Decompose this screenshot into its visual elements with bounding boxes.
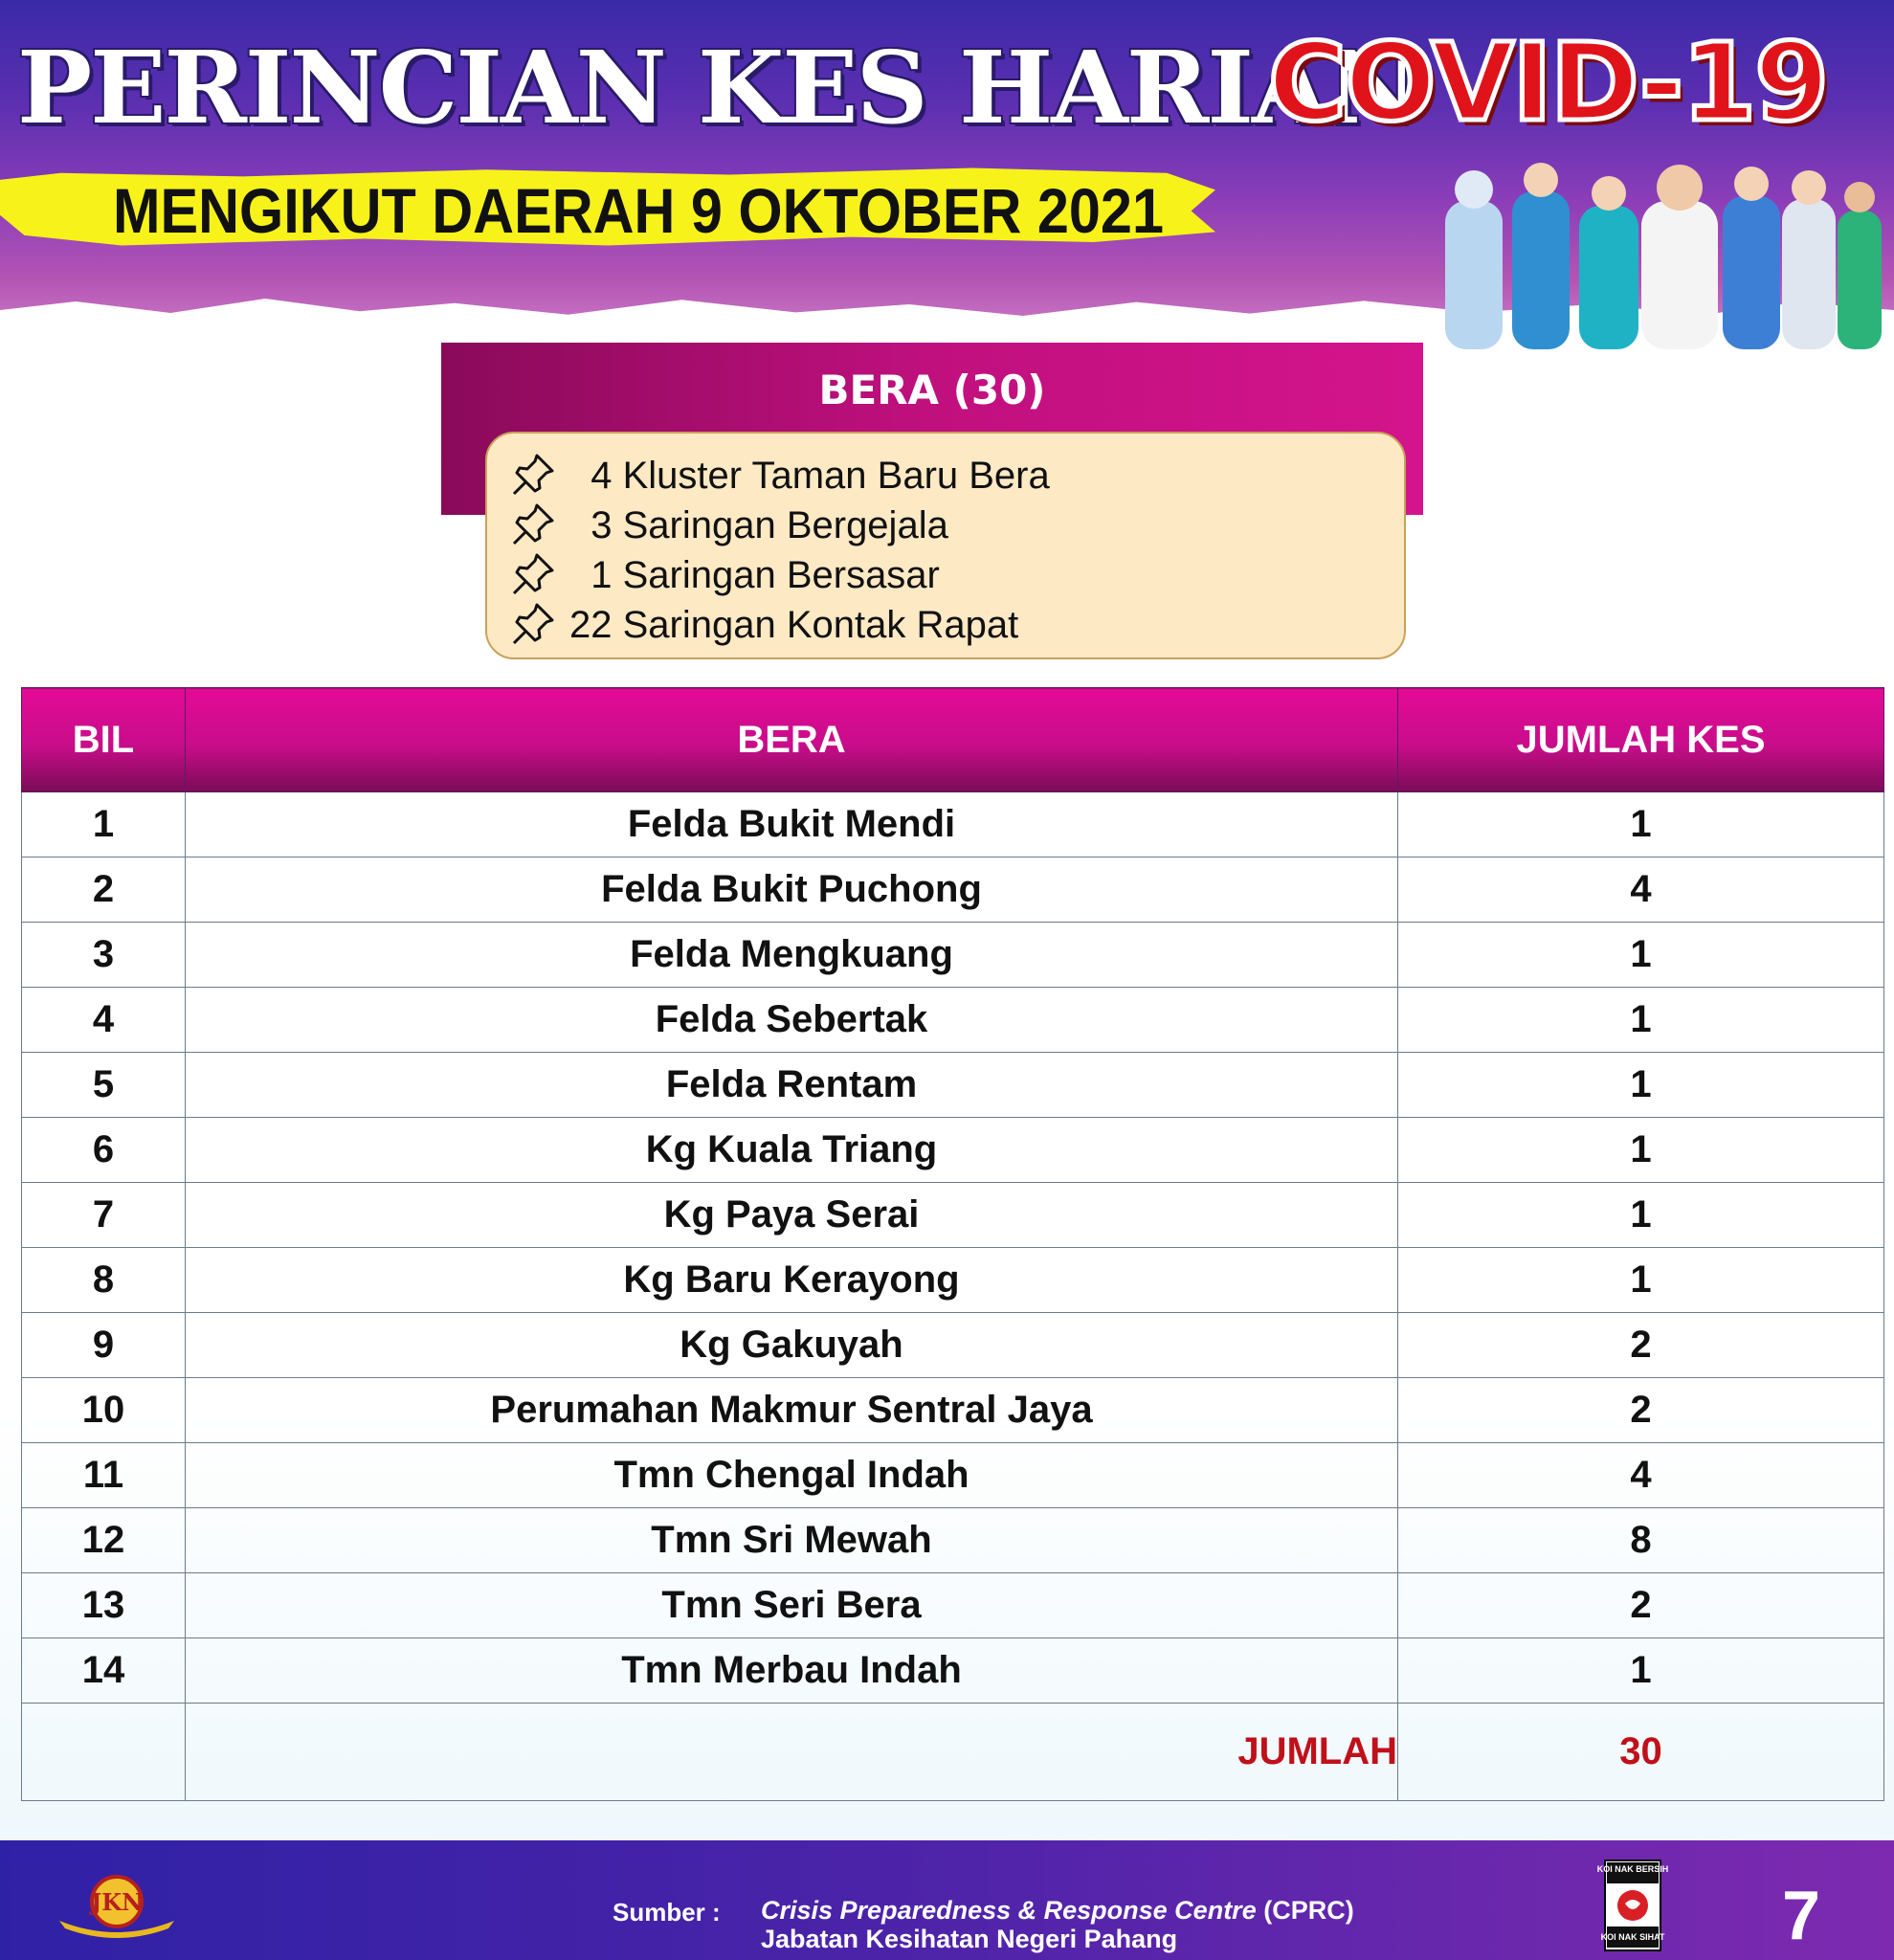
- table-row: [22, 1313, 1884, 1378]
- table-row: [22, 1053, 1884, 1118]
- row-number: 14: [22, 1638, 186, 1704]
- total-empty-cell: [22, 1704, 186, 1801]
- row-location: Kg Baru Kerayong: [186, 1248, 1398, 1313]
- row-location: Kg Paya Serai: [186, 1183, 1398, 1248]
- table-row: [22, 792, 1884, 858]
- row-location: Tmn Chengal Indah: [186, 1443, 1398, 1508]
- table-row: [22, 1378, 1884, 1443]
- row-number: 8: [22, 1248, 186, 1313]
- table-header-row: [22, 688, 1884, 792]
- badge-bottom-text: KOI NAK SIHAT: [1600, 1932, 1665, 1942]
- row-cases: 8: [1398, 1508, 1884, 1573]
- badge-top-text: KOI NAK BERSIH: [1596, 1864, 1669, 1874]
- row-number: 6: [22, 1118, 186, 1183]
- column-header-bil: BIL: [22, 688, 186, 792]
- row-cases: 4: [1398, 858, 1884, 923]
- row-location: Kg Kuala Triang: [186, 1118, 1398, 1183]
- row-location: Tmn Merbau Indah: [186, 1638, 1398, 1704]
- healthcare-workers-illustration: [1436, 163, 1885, 349]
- row-number: 11: [22, 1443, 186, 1508]
- row-number: 12: [22, 1508, 186, 1573]
- row-location: Kg Gakuyah: [186, 1313, 1398, 1378]
- pushpin-icon: [508, 501, 556, 549]
- row-number: 13: [22, 1573, 186, 1638]
- source-department: Jabatan Kesihatan Negeri Pahang: [761, 1925, 1178, 1953]
- row-cases: 1: [1398, 923, 1884, 988]
- table-row: [22, 1443, 1884, 1508]
- row-location: Felda Rentam: [186, 1053, 1398, 1118]
- page-number: 7: [1782, 1878, 1821, 1954]
- table-row: [22, 988, 1884, 1053]
- cases-table: [21, 687, 1884, 1801]
- footer: [0, 1840, 1894, 1960]
- column-header-location: BERA: [186, 688, 1398, 792]
- summary-item-text: 3 Saringan Bergejala: [569, 503, 948, 546]
- row-location: Felda Mengkuang: [186, 923, 1398, 988]
- table-row: [22, 1248, 1884, 1313]
- row-cases: 1: [1398, 1638, 1884, 1704]
- summary-item-text: 22 Saringan Kontak Rapat: [569, 603, 1019, 646]
- row-location: Felda Bukit Puchong: [186, 858, 1398, 923]
- table-row: [22, 858, 1884, 923]
- row-number: 10: [22, 1378, 186, 1443]
- summary-item: [508, 451, 1050, 501]
- table-row: [22, 923, 1884, 988]
- summary-item: [508, 600, 1018, 650]
- row-cases: 1: [1398, 1053, 1884, 1118]
- row-cases: 2: [1398, 1378, 1884, 1443]
- summary-item: [508, 550, 940, 600]
- row-number: 1: [22, 792, 186, 858]
- summary-item-text: 4 Kluster Taman Baru Bera: [569, 454, 1050, 497]
- row-cases: 1: [1398, 792, 1884, 858]
- page-title: PERINCIAN KES HARIAN: [17, 29, 1416, 146]
- total-value: 30: [1398, 1704, 1884, 1801]
- row-location: Tmn Seri Bera: [186, 1573, 1398, 1638]
- source-label: Sumber :: [613, 1898, 721, 1927]
- pushpin-icon: [508, 452, 556, 500]
- row-number: 4: [22, 988, 186, 1053]
- table-row: [22, 1118, 1884, 1183]
- row-cases: 1: [1398, 1118, 1884, 1183]
- jkn-logo-text: JKN: [90, 1888, 144, 1916]
- row-cases: 1: [1398, 1248, 1884, 1313]
- koi-nak-sihat-badge: [1596, 1860, 1669, 1951]
- total-row: [22, 1704, 1884, 1801]
- row-cases: 4: [1398, 1443, 1884, 1508]
- row-cases: 1: [1398, 988, 1884, 1053]
- table-row: [22, 1508, 1884, 1573]
- row-number: 2: [22, 858, 186, 923]
- summary-list: [485, 432, 1406, 659]
- source-organization: [761, 1896, 1354, 1926]
- summary-item: [508, 501, 948, 550]
- table-row: [22, 1638, 1884, 1704]
- table-row: [22, 1183, 1884, 1248]
- page-subtitle: MENGIKUT DAERAH 9 OKTOBER 2021: [113, 175, 1165, 246]
- row-number: 9: [22, 1313, 186, 1378]
- row-location: Tmn Sri Mewah: [186, 1508, 1398, 1573]
- summary-item-text: 1 Saringan Bersasar: [569, 553, 940, 596]
- row-cases: 2: [1398, 1313, 1884, 1378]
- covid-title: COVID-19: [1268, 21, 1828, 145]
- source-org-abbr: (CPRC): [1256, 1896, 1354, 1925]
- row-location: Perumahan Makmur Sentral Jaya: [186, 1378, 1398, 1443]
- row-number: 5: [22, 1053, 186, 1118]
- row-number: 7: [22, 1183, 186, 1248]
- summary-title: BERA (30): [818, 367, 1046, 413]
- row-number: 3: [22, 923, 186, 988]
- total-label: JUMLAH: [186, 1704, 1398, 1801]
- source-org-name: Crisis Preparedness & Response Centre: [761, 1896, 1257, 1925]
- row-location: Felda Bukit Mendi: [186, 792, 1398, 858]
- column-header-cases: JUMLAH KES: [1398, 688, 1884, 792]
- jkn-logo: [56, 1867, 178, 1944]
- row-location: Felda Sebertak: [186, 988, 1398, 1053]
- row-cases: 2: [1398, 1573, 1884, 1638]
- pushpin-icon: [508, 551, 556, 599]
- row-cases: 1: [1398, 1183, 1884, 1248]
- pushpin-icon: [508, 601, 556, 649]
- table-row: [22, 1573, 1884, 1638]
